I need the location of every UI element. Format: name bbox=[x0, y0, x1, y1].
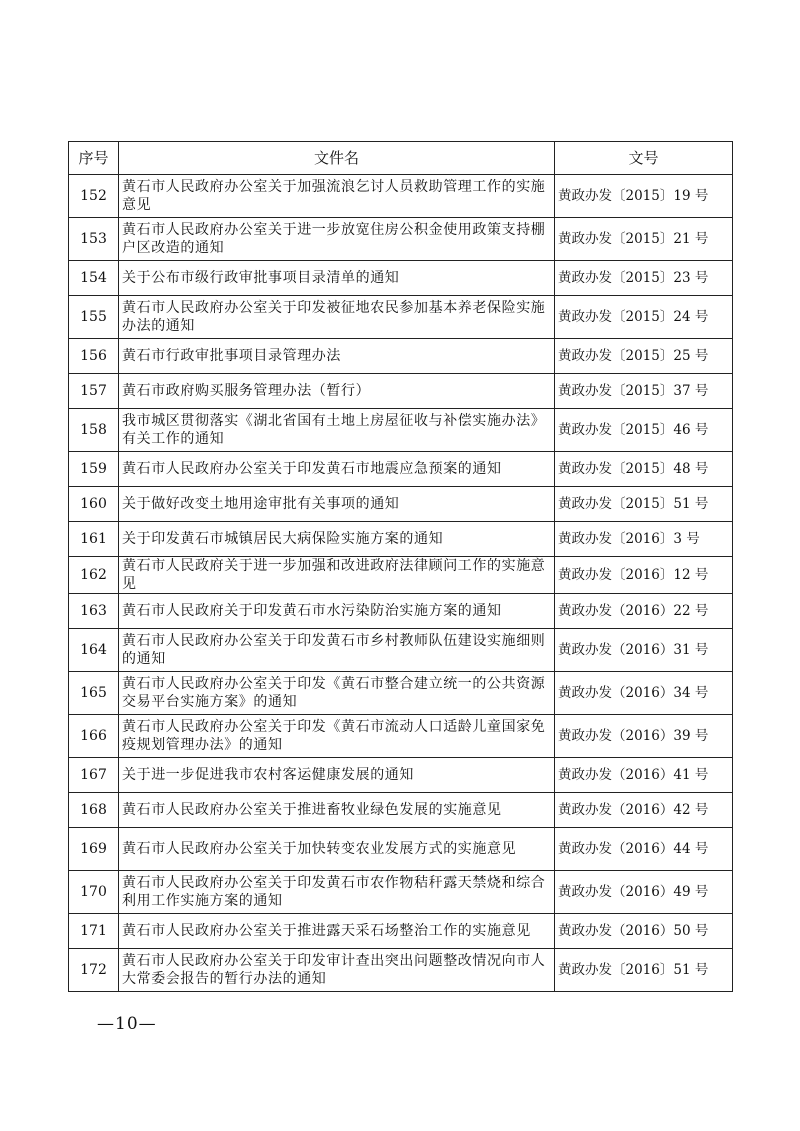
page-number: —10— bbox=[97, 1014, 157, 1034]
table-row bbox=[69, 175, 733, 218]
serial-number-cell: 166 bbox=[69, 715, 119, 758]
document-code-cell: 黄政办发〔2015〕23 号 bbox=[555, 261, 733, 296]
serial-number-cell: 153 bbox=[69, 218, 119, 261]
serial-number-cell: 161 bbox=[69, 522, 119, 557]
table-row bbox=[69, 594, 733, 629]
header-serial-number: 序号 bbox=[69, 142, 119, 175]
table-row bbox=[69, 949, 733, 992]
table-row bbox=[69, 758, 733, 793]
document-name-cell: 黄石市人民政府办公室关于印发黄石市农作物秸秆露天禁烧和综合利用工作实施方案的通知 bbox=[119, 871, 555, 914]
document-code-cell: 黄政办发（2016）42 号 bbox=[555, 793, 733, 828]
document-code-cell: 黄政办发〔2016〕3 号 bbox=[555, 522, 733, 557]
document-table bbox=[68, 141, 733, 992]
serial-number-cell: 152 bbox=[69, 175, 119, 218]
document-name-cell: 黄石市人民政府办公室关于印发《黄石市整合建立统一的公共资源交易平台实施方案》的通知 bbox=[119, 672, 555, 715]
document-name-cell: 黄石市人民政府办公室关于印发黄石市乡村教师队伍建设实施细则的通知 bbox=[119, 629, 555, 672]
document-name-cell: 黄石市人民政府办公室关于加强流浪乞讨人员救助管理工作的实施意见 bbox=[119, 175, 555, 218]
serial-number-cell: 154 bbox=[69, 261, 119, 296]
document-code-cell: 黄政办发〔2015〕51 号 bbox=[555, 487, 733, 522]
serial-number-cell: 162 bbox=[69, 557, 119, 594]
serial-number-cell: 159 bbox=[69, 452, 119, 487]
document-name-cell: 黄石市人民政府关于印发黄石市水污染防治实施方案的通知 bbox=[119, 594, 555, 629]
document-name-cell: 黄石市人民政府办公室关于推进露天采石场整治工作的实施意见 bbox=[119, 914, 555, 949]
table-row bbox=[69, 793, 733, 828]
document-name-cell: 黄石市行政审批事项目录管理办法 bbox=[119, 339, 555, 374]
document-name-cell: 我市城区贯彻落实《湖北省国有土地上房屋征收与补偿实施办法》有关工作的通知 bbox=[119, 409, 555, 452]
header-document-code: 文号 bbox=[555, 142, 733, 175]
table-body bbox=[69, 175, 733, 992]
document-name-cell: 黄石市人民政府关于进一步加强和改进政府法律顾问工作的实施意见 bbox=[119, 557, 555, 594]
document-name-cell: 黄石市人民政府办公室关于加快转变农业发展方式的实施意见 bbox=[119, 828, 555, 871]
document-code-cell: 黄政办发〔2015〕25 号 bbox=[555, 339, 733, 374]
document-code-cell: 黄政办发〔2015〕46 号 bbox=[555, 409, 733, 452]
header-document-name: 文件名 bbox=[119, 142, 555, 175]
table-row bbox=[69, 339, 733, 374]
serial-number-cell: 170 bbox=[69, 871, 119, 914]
table-row bbox=[69, 871, 733, 914]
table-row bbox=[69, 629, 733, 672]
serial-number-cell: 171 bbox=[69, 914, 119, 949]
document-code-cell: 黄政办发〔2015〕24 号 bbox=[555, 296, 733, 339]
document-code-cell: 黄政办发〔2015〕37 号 bbox=[555, 374, 733, 409]
document-name-cell: 黄石市人民政府办公室关于印发黄石市地震应急预案的通知 bbox=[119, 452, 555, 487]
table-row bbox=[69, 557, 733, 594]
table-row bbox=[69, 374, 733, 409]
document-name-cell: 关于印发黄石市城镇居民大病保险实施方案的通知 bbox=[119, 522, 555, 557]
document-code-cell: 黄政办发（2016）31 号 bbox=[555, 629, 733, 672]
document-code-cell: 黄政办发（2016）34 号 bbox=[555, 672, 733, 715]
serial-number-cell: 168 bbox=[69, 793, 119, 828]
serial-number-cell: 155 bbox=[69, 296, 119, 339]
document-code-cell: 黄政办发〔2016〕12 号 bbox=[555, 557, 733, 594]
serial-number-cell: 167 bbox=[69, 758, 119, 793]
document-name-cell: 黄石市人民政府办公室关于印发《黄石市流动人口适龄儿童国家免疫规划管理办法》的通知 bbox=[119, 715, 555, 758]
document-name-cell: 关于进一步促进我市农村客运健康发展的通知 bbox=[119, 758, 555, 793]
document-name-cell: 黄石市人民政府办公室关于进一步放宽住房公积金使用政策支持棚户区改造的通知 bbox=[119, 218, 555, 261]
document-code-cell: 黄政办发〔2016〕51 号 bbox=[555, 949, 733, 992]
document-code-cell: 黄政办发〔2015〕21 号 bbox=[555, 218, 733, 261]
document-code-cell: 黄政办发（2016）49 号 bbox=[555, 871, 733, 914]
table-row bbox=[69, 914, 733, 949]
document-code-cell: 黄政办发〔2015〕19 号 bbox=[555, 175, 733, 218]
table-row bbox=[69, 522, 733, 557]
document-code-cell: 黄政办发〔2015〕48 号 bbox=[555, 452, 733, 487]
serial-number-cell: 156 bbox=[69, 339, 119, 374]
table-row bbox=[69, 672, 733, 715]
document-code-cell: 黄政办发（2016）50 号 bbox=[555, 914, 733, 949]
document-code-cell: 黄政办发（2016）22 号 bbox=[555, 594, 733, 629]
document-name-cell: 黄石市人民政府办公室关于印发审计查出突出问题整改情况向市人大常委会报告的暂行办法的通知 bbox=[119, 949, 555, 992]
table-row bbox=[69, 715, 733, 758]
serial-number-cell: 172 bbox=[69, 949, 119, 992]
table-row bbox=[69, 487, 733, 522]
serial-number-cell: 158 bbox=[69, 409, 119, 452]
table-row bbox=[69, 296, 733, 339]
table-row bbox=[69, 409, 733, 452]
table-row bbox=[69, 452, 733, 487]
serial-number-cell: 165 bbox=[69, 672, 119, 715]
serial-number-cell: 164 bbox=[69, 629, 119, 672]
serial-number-cell: 169 bbox=[69, 828, 119, 871]
document-code-cell: 黄政办发（2016）41 号 bbox=[555, 758, 733, 793]
table-row bbox=[69, 828, 733, 871]
table-row bbox=[69, 218, 733, 261]
document-name-cell: 黄石市政府购买服务管理办法（暂行） bbox=[119, 374, 555, 409]
document-name-cell: 黄石市人民政府办公室关于推进畜牧业绿色发展的实施意见 bbox=[119, 793, 555, 828]
document-name-cell: 黄石市人民政府办公室关于印发被征地农民参加基本养老保险实施办法的通知 bbox=[119, 296, 555, 339]
document-name-cell: 关于做好改变土地用途审批有关事项的通知 bbox=[119, 487, 555, 522]
document-name-cell: 关于公布市级行政审批事项目录清单的通知 bbox=[119, 261, 555, 296]
table-header-row bbox=[69, 142, 733, 175]
serial-number-cell: 163 bbox=[69, 594, 119, 629]
document-code-cell: 黄政办发（2016）39 号 bbox=[555, 715, 733, 758]
serial-number-cell: 160 bbox=[69, 487, 119, 522]
serial-number-cell: 157 bbox=[69, 374, 119, 409]
table-row bbox=[69, 261, 733, 296]
document-code-cell: 黄政办发（2016）44 号 bbox=[555, 828, 733, 871]
